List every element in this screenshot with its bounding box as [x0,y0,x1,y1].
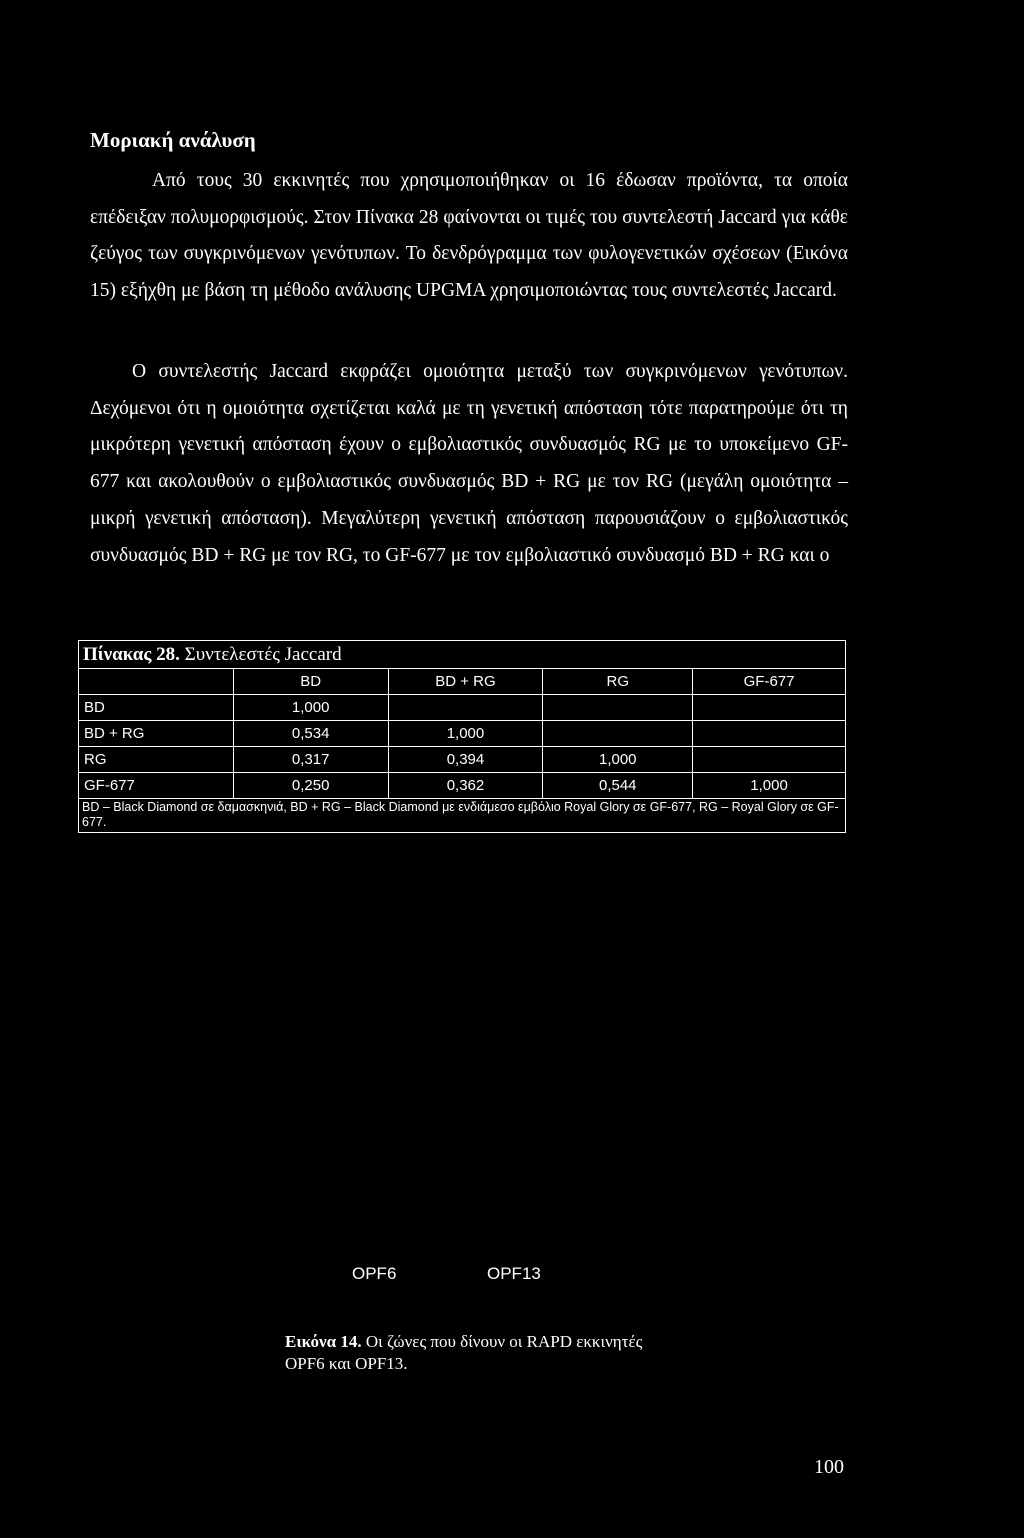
page-number: 100 [814,1456,844,1478]
table-cell: 0,362 [388,773,543,799]
table-footnote-row [79,799,846,833]
table-cell: 1,000 [693,773,846,799]
table-cell: 0,394 [388,747,543,773]
table-cell [693,747,846,773]
table-caption-text: Συντελεστές Jaccard [184,644,342,665]
paragraph-2: Ο συντελεστής Jaccard εκφράζει ομοιότητα μεταξύ των συγκρινόμενων γενότυπων. Δεχόμενοι ότι η ομοιότητα σχετίζεται καλά με τη γενετική απόσταση τότε παρατηρούμε ότι τη μικρότερη γενετική απόσταση έχουν ο εμβολιαστικός συνδυασμός RG με το υποκείμενο GF-677 και ακολουθούν ο εμβολιαστικός συνδυασμός BD + RG με τον RG (μεγάλη ομοιότητα – μικρή γενετική απόσταση). Μεγαλύτερη γενετική απόσταση παρουσιάζουν ο εμβολιαστικός συνδυασμός BD + RG με τον RG, το GF-677 με τον εμβολιαστικό συνδυασμό BD + RG και ο [90,361,848,566]
paragraph-1: Από τους 30 εκκινητές που χρησιμοποιήθηκαν οι 16 έδωσαν προϊόντα, τα οποία επέδειξαν πολυμορφισμούς. Στον Πίνακα 28 φαίνονται οι τιμές του συντελεστή Jaccard για κάθε ζεύγος των συγκρινόμενων γενότυπων. Το δενδρόγραμμα των φυλογενετικών σχέσεων (Εικόνα 15) εξήχθη με βάση τη μέθοδο ανάλυσης UPGMA χρησιμοποιώντας τους συντελεστές Jaccard. [90,170,848,302]
table-header-cell: BD [233,669,388,695]
table-header-cell [79,669,234,695]
table-cell [693,721,846,747]
table-header-cell: BD + RG [388,669,543,695]
table-header-row [79,669,846,695]
section-heading: Μοριακή ανάλυση [90,128,256,152]
table-cell [543,695,693,721]
figure-caption [285,1331,665,1375]
table-cell: 0,544 [543,773,693,799]
table-cell: 0,317 [233,747,388,773]
table-row [79,747,846,773]
figure-caption-text: Οι ζώνες που δίνουν οι RAPD εκκινητές OPF6 και OPF13. [285,1332,643,1373]
table-cell: 0,534 [233,721,388,747]
table-cell [693,695,846,721]
figure-caption-label: Εικόνα 14. [285,1332,362,1351]
table-caption-label: Πίνακας 28. [83,644,180,665]
lane-label-opf13: OPF13 [487,1264,541,1283]
table-row-label: GF-677 [79,773,234,799]
table-row-label: BD [79,695,234,721]
table-cell [388,695,543,721]
table-footnote: BD – Black Diamond σε δαμασκηνιά, BD + RG – Black Diamond με ενδιάμεσο εμβόλιο Royal Glory σε GF-677, RG – Royal Glory σε GF-677. [79,799,846,833]
table-row [79,695,846,721]
table-caption [79,641,846,669]
table-cell: 1,000 [388,721,543,747]
table-header-cell: RG [543,669,693,695]
table-cell: 1,000 [233,695,388,721]
table-caption-row [79,641,846,669]
table-row-label: BD + RG [79,721,234,747]
jaccard-table [78,640,846,833]
table-header-cell: GF-677 [693,669,846,695]
lane-label-opf6: OPF6 [352,1264,397,1283]
table-cell: 1,000 [543,747,693,773]
table-cell: 0,250 [233,773,388,799]
table-row-label: RG [79,747,234,773]
table-cell [543,721,693,747]
table-row [79,773,846,799]
table-row [79,721,846,747]
